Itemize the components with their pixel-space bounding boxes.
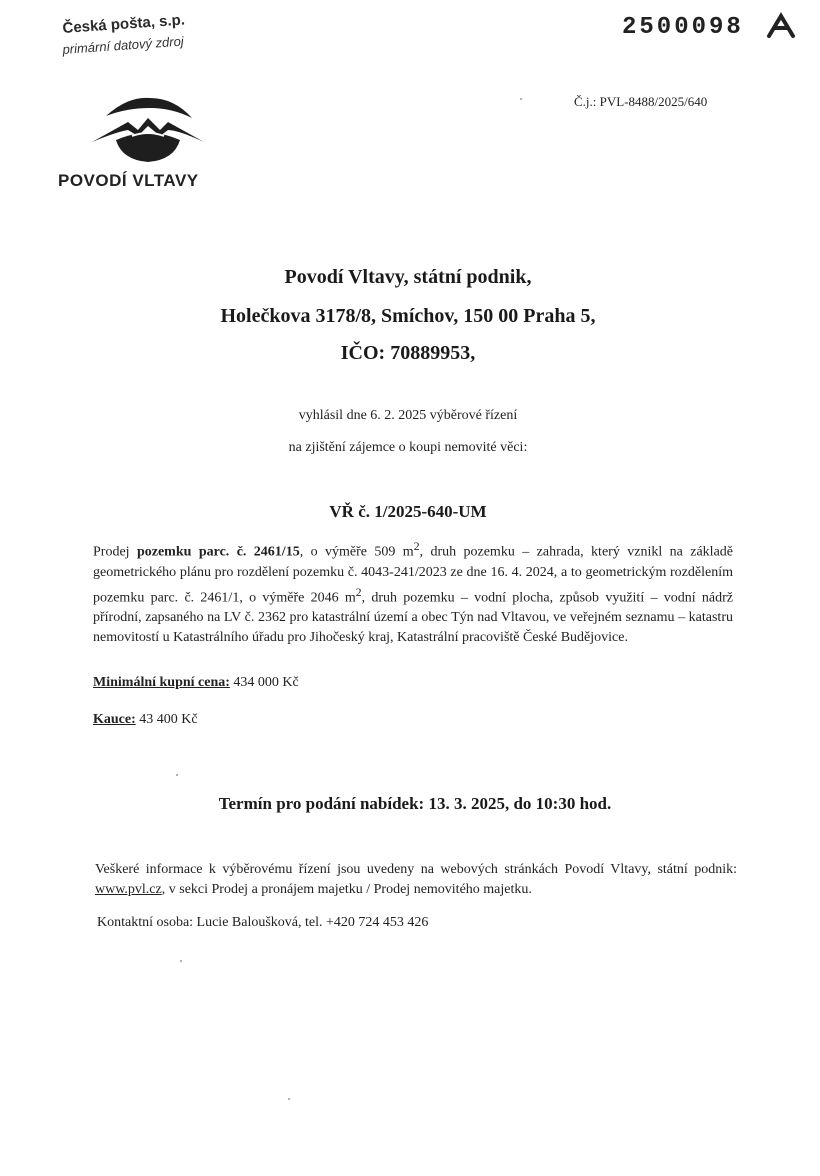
minimum-price bbox=[93, 675, 299, 691]
issuer-name: Povodí Vltavy, státní podnik, bbox=[284, 266, 532, 288]
intro-line-1: vyhlásil dne 6. 2. 2025 výběrové řízení bbox=[298, 408, 518, 423]
description-part-3: , druh pozemku – vodní plocha, způsob využití – vodní nádrž přírodní, zapsaného na LV č. 2362 pro katastrální území a obec Týn nad Vltavou, ve veřejném seznamu – katastru nemovitostí u Katastrálního úřadu pro Jihočeský kraj, Katastrální pracoviště České Budějovice. bbox=[93, 590, 733, 646]
minimum-price-value: 434 000 Kč bbox=[233, 675, 299, 690]
superscript-1: 2 bbox=[413, 540, 420, 553]
scan-speck bbox=[520, 98, 522, 100]
registration-mark-icon bbox=[766, 12, 796, 45]
contact-person: Kontaktní osoba: Lucie Baloušková, tel. +420 724 453 426 bbox=[97, 915, 429, 930]
povodi-vltavy-logo-icon bbox=[88, 96, 208, 171]
property-description bbox=[93, 537, 733, 648]
description-part-1: , o výměře 509 m bbox=[299, 544, 414, 560]
deposit bbox=[93, 712, 198, 728]
website-link[interactable]: www.pvl.cz bbox=[95, 882, 162, 897]
description-part-2: , druh pozemku – zahrada, který vznikl na základě geometrického plánu pro rozdělení pozemku č. 4043-241/2023 ze dne 16. 4. 2024, a to geometrickým rozdělením pozemku parc. č. 2461/1, o výměře 2046 m bbox=[93, 544, 733, 606]
postal-stamp-subtitle: primární datový zdroj bbox=[62, 33, 185, 57]
minimum-price-label: Minimální kupní cena: bbox=[93, 675, 230, 690]
info-text-after: , v sekci Prodej a pronájem majetku / Prodej nemovitého majetku. bbox=[161, 882, 532, 897]
issuer-address: Holečkova 3178/8, Smíchov, 150 00 Praha 5, bbox=[220, 305, 596, 327]
superscript-2: 2 bbox=[355, 585, 362, 599]
logo-wordmark: POVODÍ VLTAVY bbox=[58, 171, 199, 190]
deposit-label: Kauce: bbox=[93, 712, 136, 727]
parcel-number: pozemku parc. č. 2461/15 bbox=[136, 544, 300, 560]
info-text-before: Veškeré informace k výběrovému řízení jsou uvedeny na webových stránkách Povodí Vltavy, státní podnik: bbox=[95, 862, 737, 877]
postal-stamp-organization: Česká pošta, s.p. bbox=[62, 11, 186, 37]
registration-number: 2500098 bbox=[622, 14, 744, 41]
intro-line-2: na zjištění zájemce o koupi nemovité věci: bbox=[288, 440, 528, 455]
submission-deadline: Termín pro podání nabídek: 13. 3. 2025, do 10:30 hod. bbox=[218, 794, 612, 813]
scan-speck bbox=[180, 960, 182, 962]
scan-speck bbox=[176, 774, 178, 776]
reference-number: Č.j.: PVL-8488/2025/640 bbox=[574, 94, 708, 109]
deposit-value: 43 400 Kč bbox=[139, 712, 198, 727]
description-prefix: Prodej bbox=[93, 544, 137, 560]
info-paragraph bbox=[95, 860, 737, 900]
issuer-ico: IČO: 70889953, bbox=[340, 342, 476, 364]
scan-speck bbox=[288, 1098, 290, 1100]
tender-id: VŘ č. 1/2025-640-UM bbox=[329, 502, 487, 521]
